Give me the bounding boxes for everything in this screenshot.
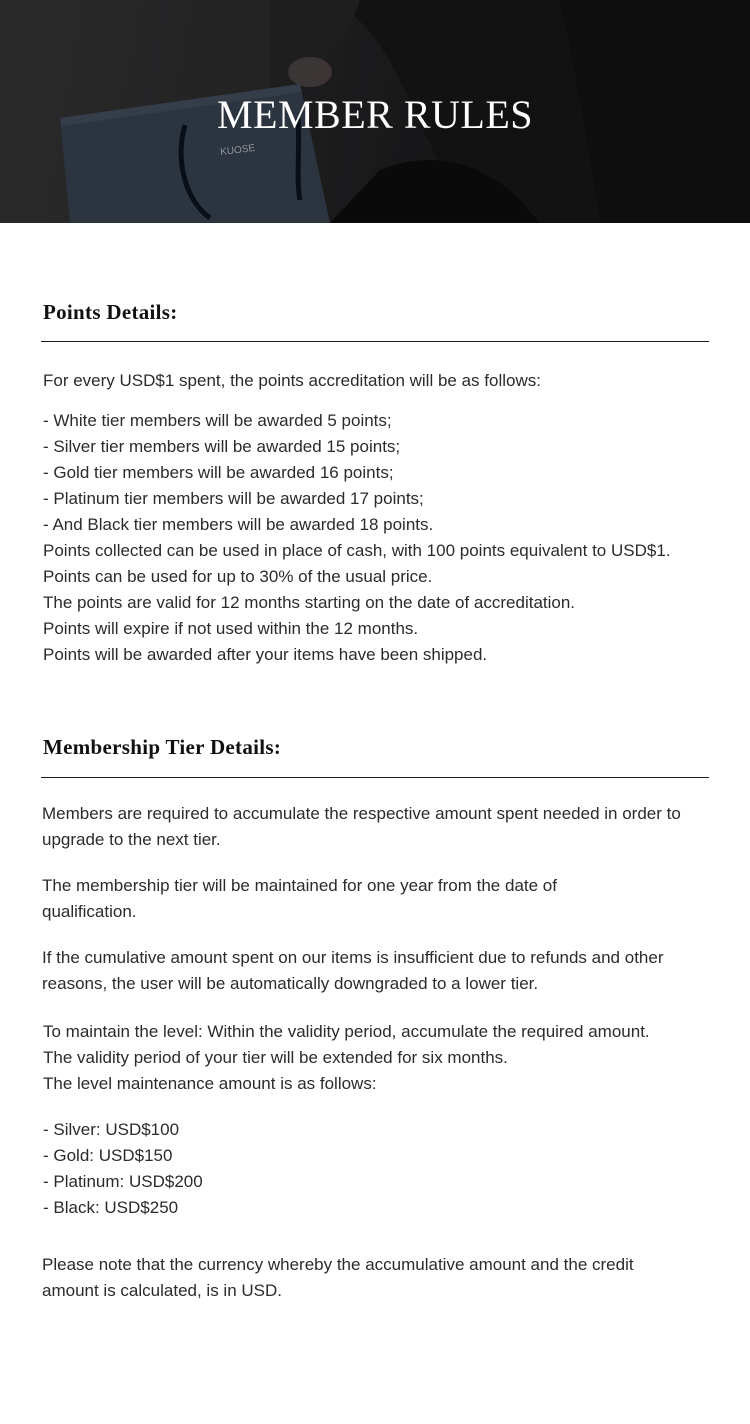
list-item: The validity period of your tier will be extended for six months. [43,1048,508,1067]
maintenance-amount-list [43,1117,203,1221]
upgrade-paragraph: Members are required to accumulate the respective amount spent needed in order to upgrade to the next tier. [42,804,681,849]
list-item: The level maintenance amount is as follows: [43,1074,377,1093]
points-tier-list [43,408,671,668]
hero-banner [0,0,750,223]
list-item: - Platinum tier members will be awarded 17 points; [43,489,424,508]
page-title: MEMBER RULES [216,92,534,137]
list-item: To maintain the level: Within the validity period, accumulate the required amount. [43,1022,650,1041]
list-item: The points are valid for 12 months starting on the date of accreditation. [43,593,576,612]
list-item: - Silver tier members will be awarded 15 points; [43,437,401,456]
list-item: Points will expire if not used within the 12 months. [43,619,419,638]
list-item: - Platinum: USD$200 [43,1172,203,1191]
points-details-heading: Points Details: [43,300,178,324]
section-divider [41,777,709,778]
list-item: Points will be awarded after your items have been shipped. [43,645,488,664]
list-item: Points collected can be used in place of cash, with 100 points equivalent to USD$1. [43,541,671,560]
list-item: - And Black tier members will be awarded 18 points. [43,515,434,534]
list-item: Points can be used for up to 30% of the usual price. [43,567,433,586]
points-intro: For every USD$1 spent, the points accreditation will be as follows: [43,371,541,390]
currency-note: Please note that the currency whereby the accumulative amount and the credit amount is calculated, is in USD. [42,1255,634,1300]
list-item: - Silver: USD$100 [43,1120,180,1139]
level-maintenance-info [43,1019,650,1097]
list-item: - Gold: USD$150 [43,1146,173,1165]
membership-tier-heading: Membership Tier Details: [43,735,282,759]
maintain-paragraph: The membership tier will be maintained for one year from the date of qualification. [42,876,557,921]
list-item: - Black: USD$250 [43,1198,179,1217]
list-item: - Gold tier members will be awarded 16 points; [43,463,394,482]
bag-brand-logo: KUOSE [219,142,256,159]
section-divider [41,341,709,342]
downgrade-paragraph: If the cumulative amount spent on our items is insufficient due to refunds and other reasons, the user will be automatically downgraded to a lower tier. [42,948,664,993]
list-item: - White tier members will be awarded 5 points; [43,411,392,430]
